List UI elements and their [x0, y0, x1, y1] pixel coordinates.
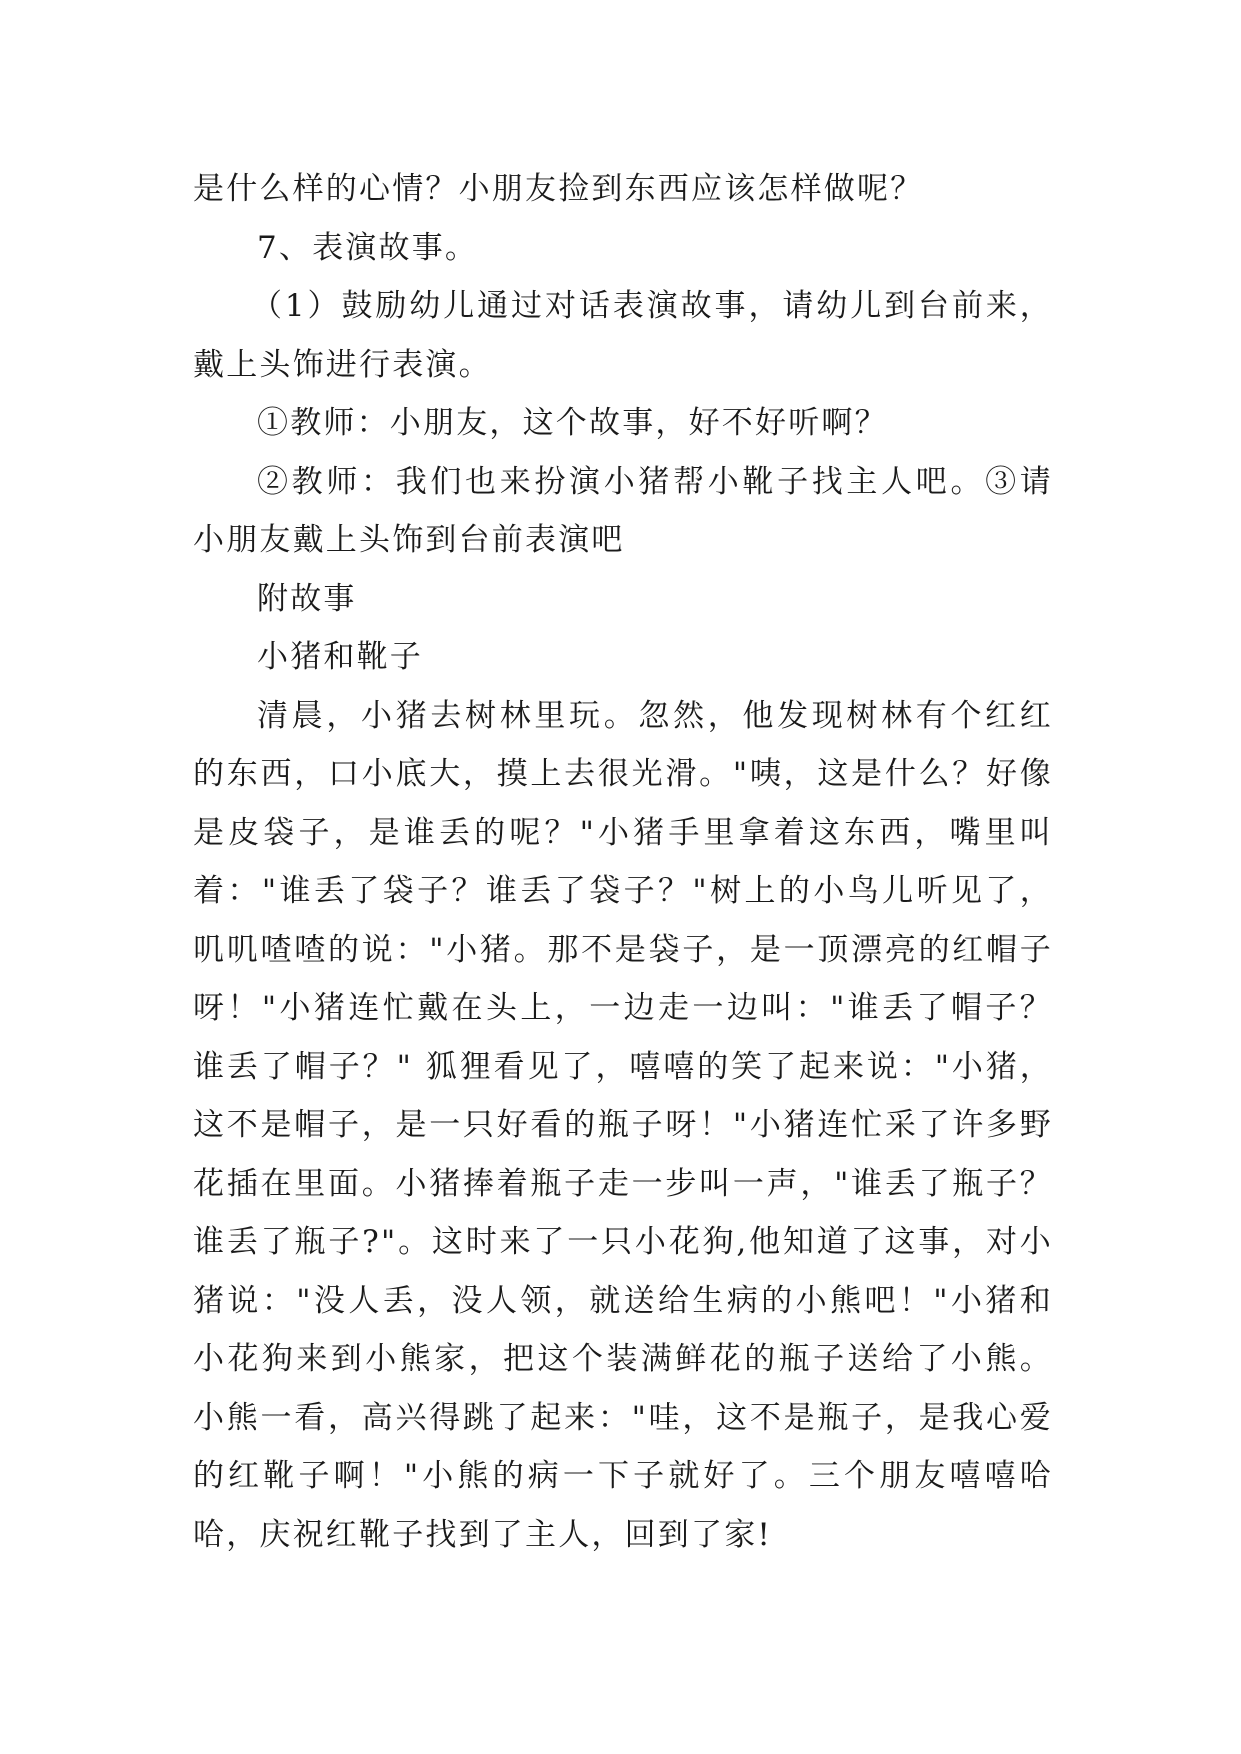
document-body: [193, 160, 1053, 1564]
paragraph-story-title: 小猪和靴子: [257, 639, 423, 675]
paragraph-story-body: 清晨，小猪去树林里玩。忽然，他发现树林有个红红的东西，口小底大，摸上去很光滑。"咦，这是什么？好像是皮袋子，是谁丢的呢？"小猪手里拿着这东西，嘴里叫着："谁丢了袋子？谁丢了袋子？"树上的小鸟儿听见了，叽叽喳喳的说："小猪。那不是袋子，是一顶漂亮的红帽子呀！"小猪连忙戴在头上，一边走一边叫："谁丢了帽子？谁丢了帽子？" 狐狸看见了，嘻嘻的笑了起来说："小猪，这不是帽子，是一只好看的瓶子呀！"小猪连忙采了许多野花插在里面。小猪捧着瓶子走一步叫一声，"谁丢了瓶子？谁丢了瓶子?"。这时来了一只小花狗,他知道了这事，对小猪说："没人丢，没人领，就送给生病的小熊吧！"小猪和小花狗来到小熊家，把这个装满鲜花的瓶子送给了小熊。小熊一看，高兴得跳了起来："哇，这不是瓶子，是我心爱的红靴子啊！"小熊的病一下子就好了。三个朋友嘻嘻哈哈，庆祝红靴子找到了主人，回到了家!: [193, 697, 1053, 1553]
paragraph-step-7-1: （1）鼓励幼儿通过对话表演故事，请幼儿到台前来，戴上头饰进行表演。: [193, 288, 1053, 383]
paragraph-step-7: 7、表演故事。: [257, 229, 479, 266]
paragraph-appendix-heading: 附故事: [257, 580, 357, 617]
paragraph-teacher-2: ②教师：我们也来扮演小猪帮小靴子找主人吧。③请小朋友戴上头饰到台前表演吧: [193, 463, 1053, 558]
paragraph-teacher-1: ①教师：小朋友，这个故事，好不好听啊？: [257, 405, 888, 441]
paragraph-continuation: 是什么样的心情？小朋友捡到东西应该怎样做呢？: [193, 171, 924, 207]
